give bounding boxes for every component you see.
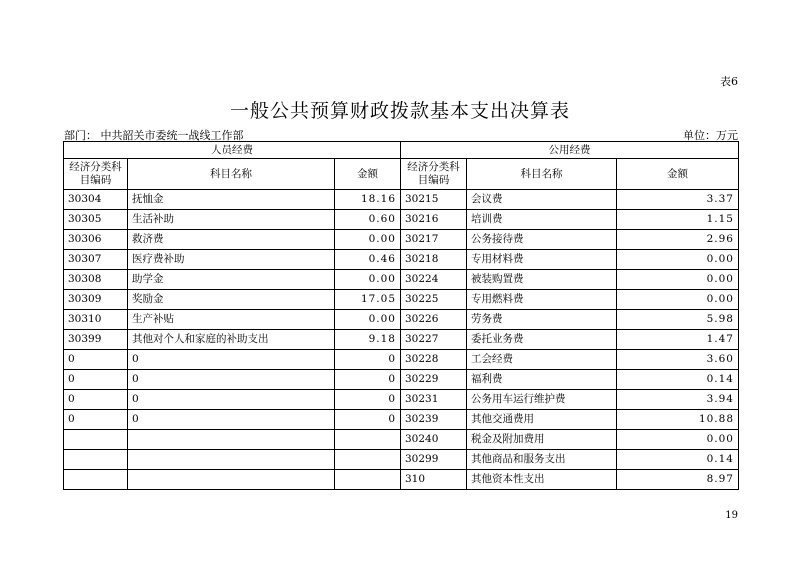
public-amount: 2.96: [617, 230, 739, 250]
public-amount: 1.47: [617, 330, 739, 350]
public-amount: 10.88: [617, 410, 739, 430]
personnel-code: 30306: [64, 230, 128, 250]
public-code: 30227: [401, 330, 467, 350]
personnel-item: 0: [128, 410, 335, 430]
personnel-code: [64, 470, 128, 490]
personnel-item: 生产补贴: [128, 310, 335, 330]
personnel-item: 0: [128, 370, 335, 390]
amount-header: 金额: [617, 159, 739, 190]
public-amount: 0.00: [617, 270, 739, 290]
personnel-code: 0: [64, 390, 128, 410]
public-code: 30225: [401, 290, 467, 310]
public-amount: 1.15: [617, 210, 739, 230]
public-code: 30240: [401, 430, 467, 450]
public-item: 公务接待费: [467, 230, 617, 250]
personnel-code: 30399: [64, 330, 128, 350]
personnel-amount: 18.16: [335, 190, 401, 210]
code-header: 经济分类科目编码: [64, 159, 128, 190]
personnel-amount: 0.00: [335, 270, 401, 290]
personnel-amount: [335, 470, 401, 490]
personnel-item: 0: [128, 390, 335, 410]
personnel-amount: 0.00: [335, 310, 401, 330]
public-amount: 8.97: [617, 470, 739, 490]
personnel-amount: 0: [335, 410, 401, 430]
personnel-code: 30304: [64, 190, 128, 210]
public-item: 工会经费: [467, 350, 617, 370]
personnel-item: [128, 450, 335, 470]
personnel-code: 0: [64, 350, 128, 370]
public-code: 310: [401, 470, 467, 490]
personnel-item: [128, 470, 335, 490]
table-row: [64, 310, 739, 330]
public-item: 专用材料费: [467, 250, 617, 270]
personnel-item: 奖励金: [128, 290, 335, 310]
personnel-amount: 0: [335, 370, 401, 390]
amount-header: 金额: [335, 159, 401, 190]
name-header: 科目名称: [467, 159, 617, 190]
page-title: 一般公共预算财政拨款基本支出决算表: [229, 100, 570, 122]
public-code: 30224: [401, 270, 467, 290]
table-row: [64, 190, 739, 210]
name-header: 科目名称: [128, 159, 335, 190]
personnel-item: 抚恤金: [128, 190, 335, 210]
public-item: 劳务费: [467, 310, 617, 330]
public-code: 30229: [401, 370, 467, 390]
public-item: 会议费: [467, 190, 617, 210]
public-code: 30239: [401, 410, 467, 430]
personnel-item: 生活补助: [128, 210, 335, 230]
personnel-amount: 0: [335, 390, 401, 410]
personnel-item: 其他对个人和家庭的补助支出: [128, 330, 335, 350]
public-item: 其他资本性支出: [467, 470, 617, 490]
table-row: [64, 290, 739, 310]
public-code: 30216: [401, 210, 467, 230]
department-label: 部门： 中共韶关市委统一战线工作部: [64, 129, 244, 142]
public-amount: 0.14: [617, 450, 739, 470]
personnel-code: 30307: [64, 250, 128, 270]
public-item: 公务用车运行维护费: [467, 390, 617, 410]
personnel-amount: [335, 430, 401, 450]
table-number: 表6: [720, 75, 738, 88]
personnel-expense-header: 人员经费: [64, 142, 401, 159]
public-amount: 0.00: [617, 290, 739, 310]
public-item: 福利费: [467, 370, 617, 390]
table-row: [64, 410, 739, 430]
public-item: 专用燃料费: [467, 290, 617, 310]
public-amount: 0.00: [617, 430, 739, 450]
personnel-amount: 0: [335, 350, 401, 370]
table-row: [64, 450, 739, 470]
public-amount: 3.37: [617, 190, 739, 210]
public-item: 委托业务费: [467, 330, 617, 350]
personnel-code: 30309: [64, 290, 128, 310]
personnel-item: 助学金: [128, 270, 335, 290]
table-row: [64, 350, 739, 370]
code-header: 经济分类科目编码: [401, 159, 467, 190]
public-amount: 0.14: [617, 370, 739, 390]
public-code: 30217: [401, 230, 467, 250]
public-item: 培训费: [467, 210, 617, 230]
table-row: [64, 470, 739, 490]
personnel-item: 医疗费补助: [128, 250, 335, 270]
public-code: 30228: [401, 350, 467, 370]
personnel-item: 0: [128, 350, 335, 370]
personnel-amount: 9.18: [335, 330, 401, 350]
personnel-amount: 17.05: [335, 290, 401, 310]
personnel-code: 30310: [64, 310, 128, 330]
public-code: 30226: [401, 310, 467, 330]
personnel-item: 救济费: [128, 230, 335, 250]
personnel-code: 30305: [64, 210, 128, 230]
unit-label: 单位：万元: [683, 129, 738, 142]
public-amount: 0.00: [617, 250, 739, 270]
public-item: 其他交通费用: [467, 410, 617, 430]
public-item: 被装购置费: [467, 270, 617, 290]
personnel-item: [128, 430, 335, 450]
personnel-amount: 0.00: [335, 230, 401, 250]
budget-table: [63, 141, 739, 490]
public-code: 30231: [401, 390, 467, 410]
page-number: 19: [725, 510, 738, 521]
table-row: [64, 210, 739, 230]
personnel-code: 0: [64, 410, 128, 430]
public-item: 其他商品和服务支出: [467, 450, 617, 470]
public-amount: 5.98: [617, 310, 739, 330]
personnel-code: 30308: [64, 270, 128, 290]
table-row: [64, 430, 739, 450]
public-expense-header: 公用经费: [401, 142, 739, 159]
public-code: 30215: [401, 190, 467, 210]
personnel-code: [64, 450, 128, 470]
public-code: 30299: [401, 450, 467, 470]
public-amount: 3.94: [617, 390, 739, 410]
table-row: [64, 330, 739, 350]
table-row: [64, 250, 739, 270]
table-row: [64, 390, 739, 410]
personnel-amount: [335, 450, 401, 470]
table-row: [64, 370, 739, 390]
public-amount: 3.60: [617, 350, 739, 370]
personnel-amount: 0.46: [335, 250, 401, 270]
personnel-code: [64, 430, 128, 450]
personnel-code: 0: [64, 370, 128, 390]
table-row: [64, 230, 739, 250]
public-code: 30218: [401, 250, 467, 270]
table-row: [64, 270, 739, 290]
public-item: 税金及附加费用: [467, 430, 617, 450]
personnel-amount: 0.60: [335, 210, 401, 230]
